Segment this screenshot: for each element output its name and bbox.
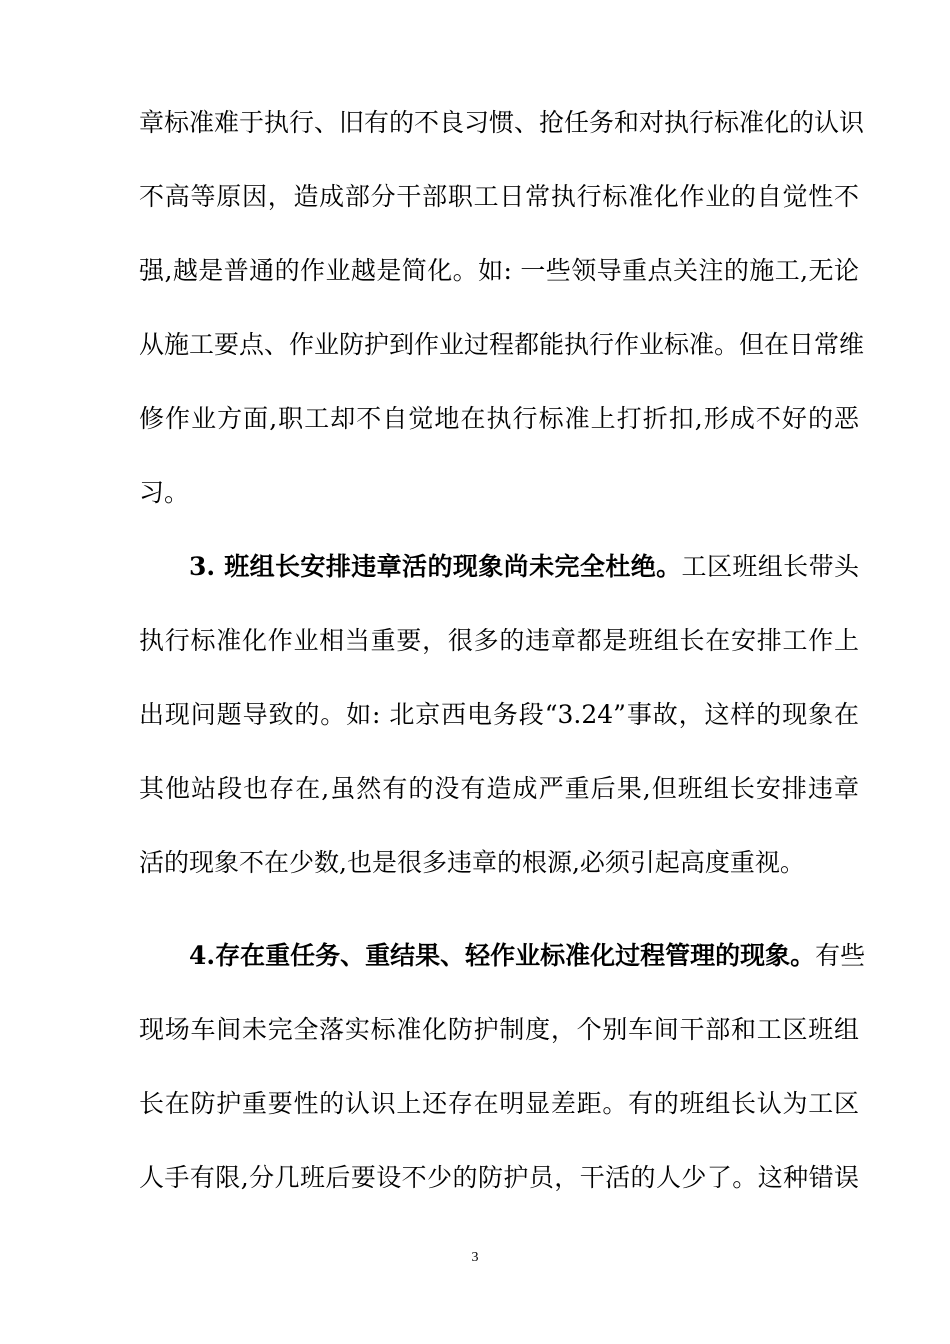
item-4-heading: 4.存在重任务、重结果、轻作业标准化过程管理的现象。 xyxy=(189,941,816,970)
item-4-first-line xyxy=(189,940,866,972)
item-3-line-5: 活的现象不在少数,也是很多违章的根源,必须引起高度重视。 xyxy=(139,848,805,877)
item-3-line-2: 执行标准化作业相当重要，很多的违章都是班组长在安排工作上 xyxy=(139,626,859,655)
item-4-first-rest: 有些 xyxy=(815,941,866,970)
paragraph-line-3: 强,越是普通的作业越是简化。如: 一些领导重点关注的施工,无论 xyxy=(139,256,859,285)
paragraph-line-2: 不高等原因，造成部分干部职工日常执行标准化作业的自觉性不 xyxy=(139,182,859,211)
item-3-heading: 3. 班组长安排违章活的现象尚未完全杜绝。 xyxy=(189,552,682,581)
item-4-line-4: 人手有限,分几班后要设不少的防护员，干活的人少了。这种错误 xyxy=(139,1163,859,1192)
item-3-first-rest: 工区班组长带头 xyxy=(681,552,859,581)
item-4-line-2: 现场车间未完全落实标准化防护制度，个别车间干部和工区班组 xyxy=(139,1015,859,1044)
paragraph-line-1: 章标准难于执行、旧有的不良习惯、抢任务和对执行标准化的认识 xyxy=(139,108,865,137)
page-number: 3 xyxy=(471,1250,479,1265)
item-4-line-3: 长在防护重要性的认识上还存在明显差距。有的班组长认为工区 xyxy=(139,1089,859,1118)
item-3-line-4: 其他站段也存在,虽然有的没有造成严重后果,但班组长安排违章 xyxy=(139,774,859,803)
item-3-line-3: 出现问题导致的。如: 北京西电务段“3.24”事故，这样的现象在 xyxy=(139,700,859,729)
paragraph-line-4: 从施工要点、作业防护到作业过程都能执行作业标准。但在日常维 xyxy=(139,330,865,359)
item-3-first-line xyxy=(189,551,859,583)
paragraph-line-5: 修作业方面,职工却不自觉地在执行标准上打折扣,形成不好的恶 xyxy=(139,404,859,433)
paragraph-line-6: 习。 xyxy=(139,478,190,507)
